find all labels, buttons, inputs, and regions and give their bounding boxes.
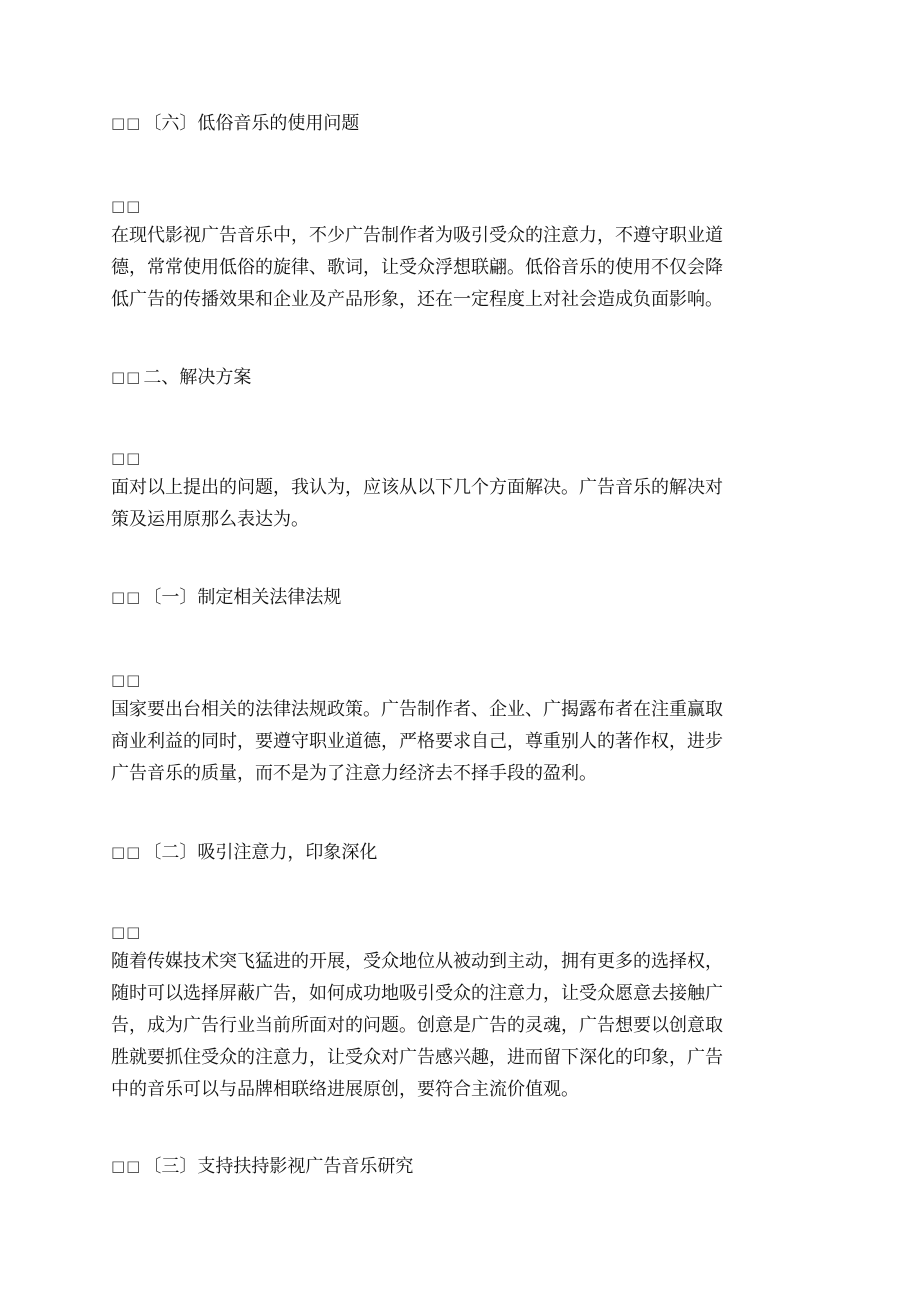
paragraph xyxy=(111,918,801,1106)
paragraph-line: 低广告的传播效果和企业及产品形象，还在一定程度上对社会造成负面影响。 xyxy=(111,289,723,310)
section-heading xyxy=(111,836,801,869)
heading-text: 〔三〕支持扶持影视广告音乐研究 xyxy=(143,1156,414,1177)
paragraph-line: 随着传媒技术突飞猛进的开展，受众地位从被动到主动，拥有更多的选择权， xyxy=(111,951,723,972)
section-heading xyxy=(111,1150,801,1183)
indent-marker: □□ xyxy=(111,449,142,467)
indent-marker: □□ xyxy=(111,197,142,215)
section-heading xyxy=(111,361,801,394)
indent-marker: □□ xyxy=(111,923,142,941)
indent-marker: □□ xyxy=(111,588,142,606)
paragraph-line: 国家要出台相关的法律法规政策。广告制作者、企业、广揭露布者在注重赢取 xyxy=(111,699,723,720)
paragraph-line: 告，成为广告行业当前所面对的问题。创意是广告的灵魂，广告想要以创意取 xyxy=(111,1015,723,1036)
heading-text: 二、解决方案 xyxy=(143,367,252,388)
paragraph-line: 中的音乐可以与品牌相联络进展原创，要符合主流价值观。 xyxy=(111,1079,579,1100)
paragraph-line: 在现代影视广告音乐中，不少广告制作者为吸引受众的注意力，不遵守职业道 xyxy=(111,225,723,246)
heading-text: 〔六〕低俗音乐的使用问题 xyxy=(143,113,360,134)
indent-marker: □□ xyxy=(111,1157,142,1175)
paragraph-line: 面对以上提出的问题，我认为，应该从以下几个方面解决。广告音乐的解决对 xyxy=(111,477,723,498)
paragraph-line: 随时可以选择屏蔽广告，如何成功地吸引受众的注意力，让受众愿意去接触广 xyxy=(111,983,723,1004)
heading-text: 〔二〕吸引注意力，印象深化 xyxy=(143,842,378,863)
indent-marker: □□ xyxy=(111,114,142,132)
paragraph xyxy=(111,666,801,790)
indent-marker: □□ xyxy=(111,843,142,861)
paragraph xyxy=(111,192,801,316)
paragraph-line: 胜就要抓住受众的注意力，让受众对广告感兴趣，进而留下深化的印象，广告 xyxy=(111,1047,723,1068)
paragraph-line: 德，常常使用低俗的旋律、歌词，让受众浮想联翩。低俗音乐的使用不仅会降 xyxy=(111,257,723,278)
paragraph-line: 商业利益的同时，要遵守职业道德，严格要求自己，尊重别人的著作权，进步 xyxy=(111,731,723,752)
indent-marker: □□ xyxy=(111,671,142,689)
paragraph-line: 策及运用原那么表达为。 xyxy=(111,509,309,530)
paragraph xyxy=(111,444,801,536)
indent-marker: □□ xyxy=(111,368,142,386)
section-heading xyxy=(111,107,801,140)
heading-text: 〔一〕制定相关法律法规 xyxy=(143,587,342,608)
paragraph-line: 广告音乐的质量，而不是为了注意力经济去不择手段的盈利。 xyxy=(111,763,597,784)
section-heading xyxy=(111,581,801,614)
